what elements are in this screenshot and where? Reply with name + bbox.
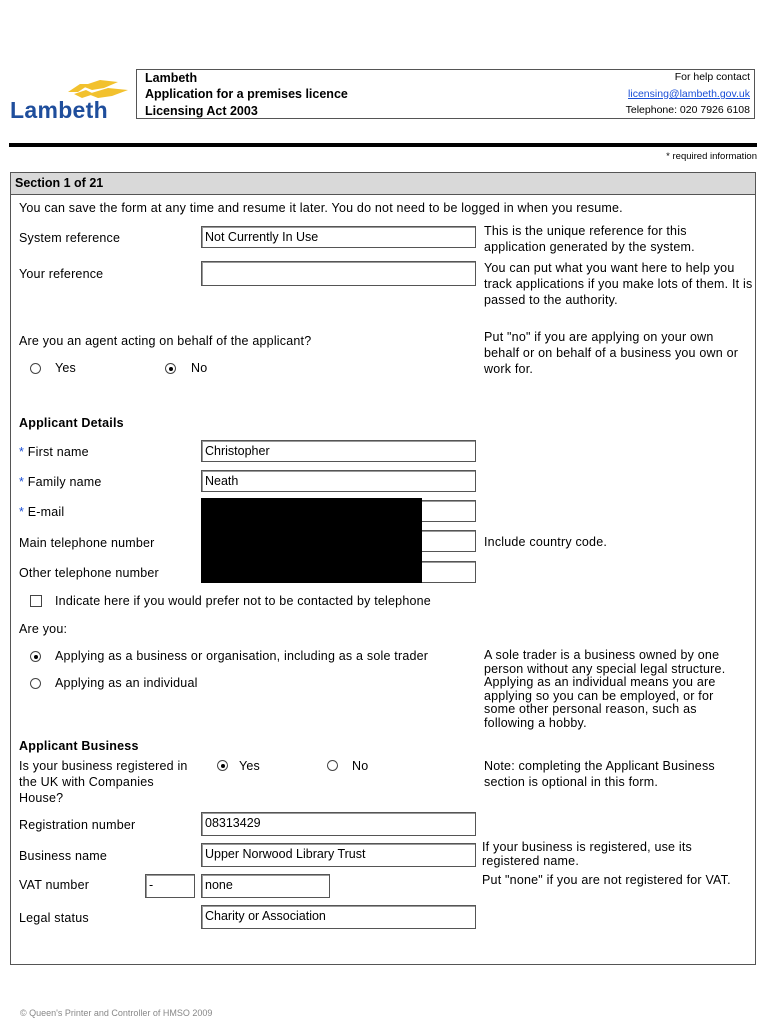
are-you-label: Are you: bbox=[19, 622, 68, 636]
first-name-label bbox=[19, 445, 89, 459]
system-reference-field[interactable]: Not Currently In Use bbox=[201, 226, 476, 248]
registered-question: Is your business registered in the UK with Companies House? bbox=[19, 759, 188, 805]
individual-option-label: Applying as an individual bbox=[55, 676, 198, 690]
section-intro: You can save the form at any time and resume it later. You do not need to be logged in when you resume. bbox=[19, 201, 623, 215]
header-divider bbox=[9, 143, 757, 147]
main-phone-label: Main telephone number bbox=[19, 536, 155, 550]
help-email-link[interactable]: licensing@lambeth.gov.uk bbox=[628, 88, 750, 100]
agent-yes-radio[interactable] bbox=[30, 363, 41, 374]
required-marker: * bbox=[19, 445, 25, 459]
no-phone-contact-checkbox[interactable] bbox=[30, 595, 42, 607]
registered-help: Note: completing the Applicant Business section is optional in this form. bbox=[484, 759, 715, 789]
legal-status-label: Legal status bbox=[19, 911, 89, 925]
redaction-block bbox=[201, 498, 422, 583]
email-label bbox=[19, 505, 64, 519]
individual-radio[interactable] bbox=[30, 678, 41, 689]
first-name-field[interactable]: Christopher bbox=[201, 440, 476, 462]
registered-yes-label: Yes bbox=[239, 759, 260, 773]
registered-no-radio[interactable] bbox=[327, 760, 338, 771]
family-name-label bbox=[19, 475, 102, 489]
required-marker: * bbox=[19, 505, 25, 519]
help-telephone: Telephone: 020 7926 6108 bbox=[625, 104, 750, 116]
header-title-line2: Application for a premises licence bbox=[145, 87, 348, 101]
your-reference-label: Your reference bbox=[19, 267, 104, 281]
are-you-help: A sole trader is a business owned by one person without any special legal structure. Applying as an individual means you are applying so you can be employed, or for some other personal reason, such as following a hobby. bbox=[484, 648, 726, 730]
required-marker: * bbox=[19, 475, 25, 489]
agent-help: Put "no" if you are applying on your own behalf or on behalf of a business you own or work for. bbox=[484, 330, 739, 376]
required-note: * required information bbox=[666, 151, 757, 162]
agent-no-radio[interactable] bbox=[165, 363, 176, 374]
agent-question: Are you an agent acting on behalf of the applicant? bbox=[19, 334, 312, 348]
vat-number-field[interactable]: none bbox=[201, 874, 330, 898]
business-name-field[interactable]: Upper Norwood Library Trust bbox=[201, 843, 476, 867]
section-title: Section 1 of 21 bbox=[15, 176, 104, 190]
agent-no-label: No bbox=[191, 361, 208, 375]
registered-no-label: No bbox=[352, 759, 369, 773]
main-phone-help: Include country code. bbox=[484, 535, 608, 549]
system-reference-help: This is the unique reference for this application generated by the system. bbox=[484, 224, 695, 254]
registration-number-field[interactable]: 08313429 bbox=[201, 812, 476, 836]
business-name-label: Business name bbox=[19, 849, 108, 863]
help-contact-label: For help contact bbox=[674, 71, 750, 83]
header-title-line1: Lambeth bbox=[145, 71, 198, 85]
section-title-bar bbox=[10, 172, 756, 195]
your-reference-field[interactable] bbox=[201, 261, 476, 286]
vat-number-label: VAT number bbox=[19, 878, 90, 892]
agent-yes-label: Yes bbox=[55, 361, 76, 375]
email-label-text: E-mail bbox=[27, 505, 65, 519]
header-title-box bbox=[136, 69, 755, 119]
registered-yes-radio[interactable] bbox=[217, 760, 228, 771]
lambeth-logo bbox=[8, 76, 133, 124]
family-name-field[interactable]: Neath bbox=[201, 470, 476, 492]
business-radio[interactable] bbox=[30, 651, 41, 662]
business-name-help: If your business is registered, use its registered name. bbox=[482, 840, 692, 868]
your-reference-help: You can put what you want here to help you track applications if you make lots of them. It is passed to the authority. bbox=[484, 261, 753, 307]
vat-number-help: Put "none" if you are not registered for VAT. bbox=[482, 873, 731, 887]
first-name-label-text: First name bbox=[27, 445, 89, 459]
other-phone-label: Other telephone number bbox=[19, 566, 159, 580]
lambeth-logo-text: Lambeth bbox=[10, 97, 108, 123]
vat-prefix-field[interactable]: - bbox=[145, 874, 195, 898]
applicant-details-heading: Applicant Details bbox=[19, 416, 124, 430]
registration-number-label: Registration number bbox=[19, 818, 136, 832]
no-phone-contact-label: Indicate here if you would prefer not to be contacted by telephone bbox=[55, 594, 431, 608]
header-title-line3: Licensing Act 2003 bbox=[145, 104, 258, 118]
footer-copyright: © Queen's Printer and Controller of HMSO 2009 bbox=[20, 1008, 213, 1018]
business-option-label: Applying as a business or organisation, including as a sole trader bbox=[55, 649, 429, 663]
system-reference-label: System reference bbox=[19, 231, 121, 245]
legal-status-field[interactable]: Charity or Association bbox=[201, 905, 476, 929]
applicant-business-heading: Applicant Business bbox=[19, 739, 139, 753]
family-name-label-text: Family name bbox=[27, 475, 102, 489]
